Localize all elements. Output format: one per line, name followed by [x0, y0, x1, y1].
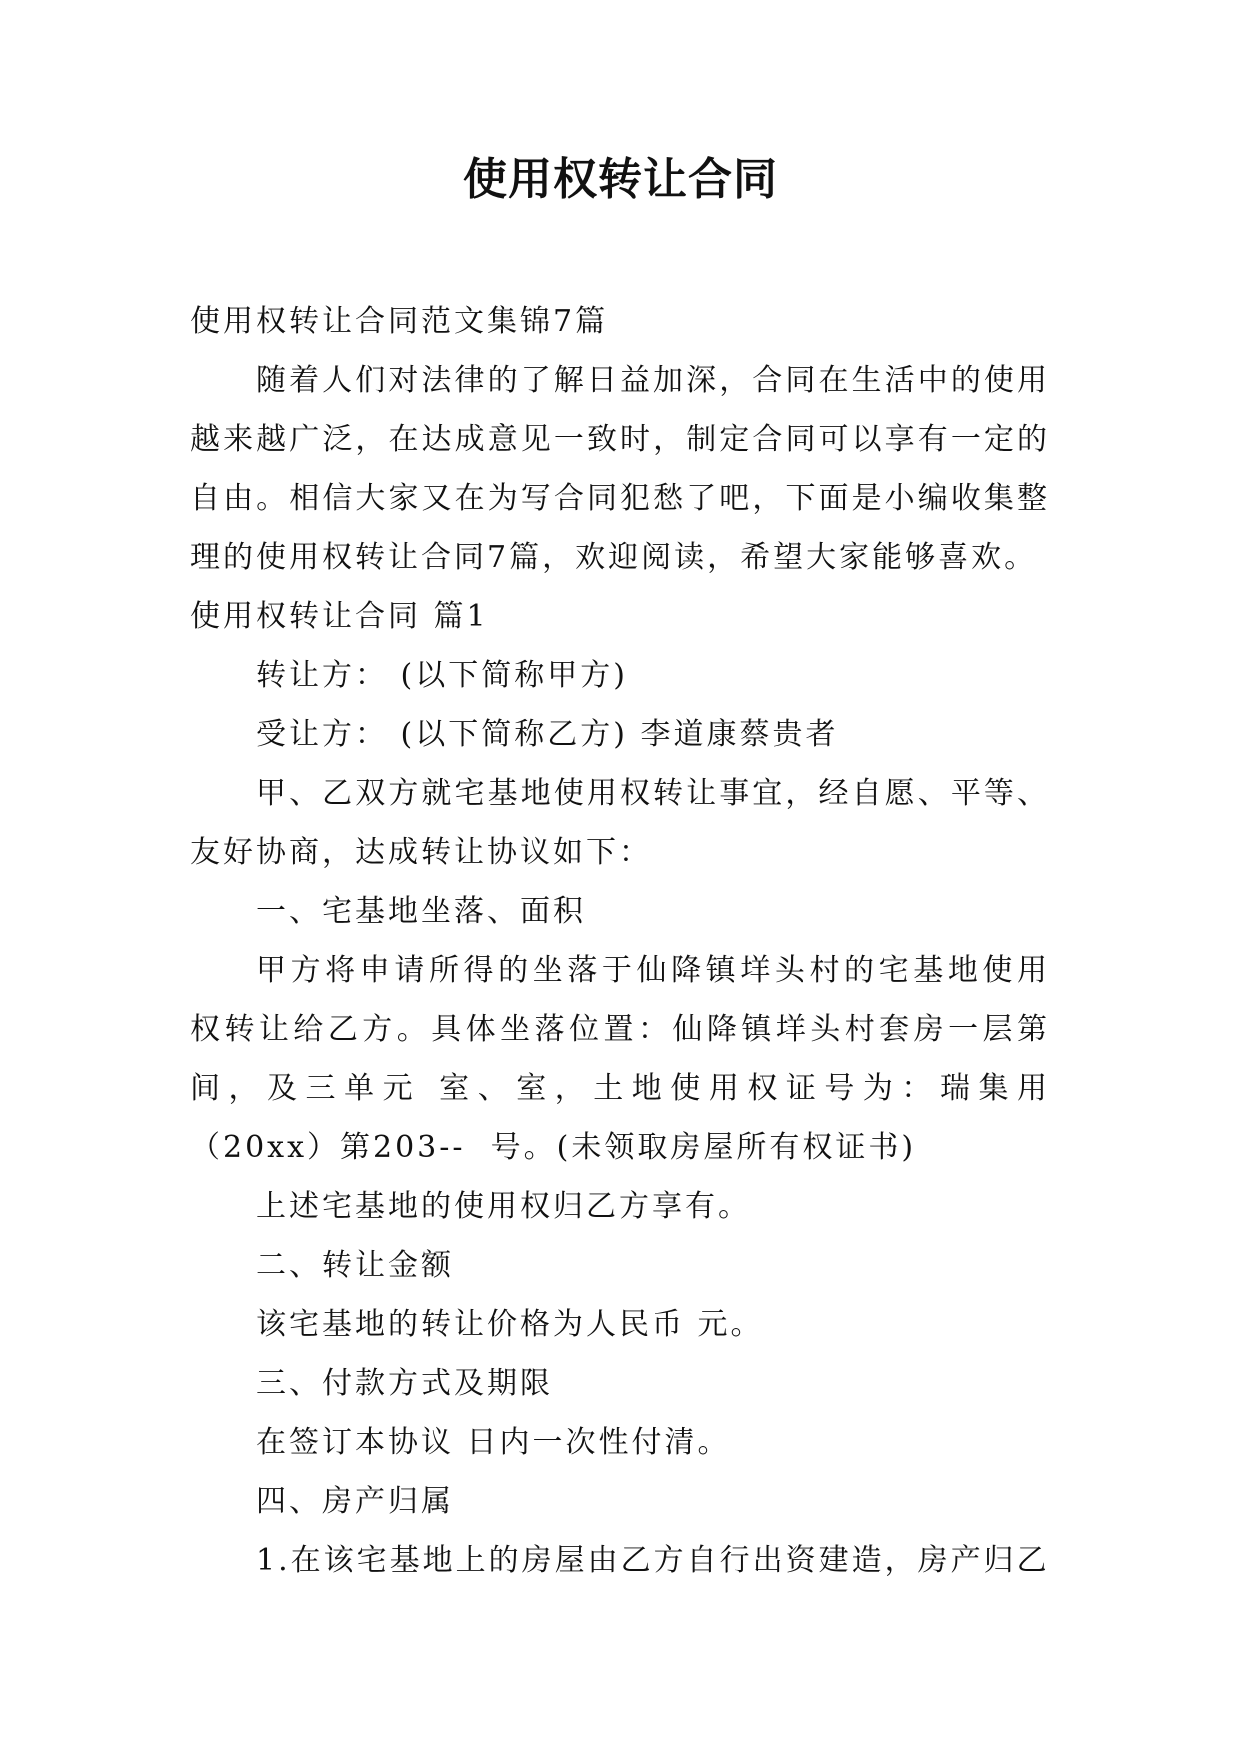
document-title: 使用权转让合同	[463, 154, 778, 205]
document-subtitle: 使用权转让合同范文集锦7篇	[190, 304, 609, 339]
paragraph-line: 受让方： (以下简称乙方) 李道康蔡贵者	[256, 717, 839, 752]
paragraph-line: 权转让给乙方。具体坐落位置：仙降镇垟头村套房一层第	[190, 1012, 1050, 1047]
paragraph-line: 在签订本协议 日内一次性付清。	[256, 1425, 731, 1460]
clause-heading: 一、宅基地坐落、面积	[256, 894, 586, 929]
paragraph-line: 上述宅基地的使用权归乙方享有。	[256, 1189, 751, 1224]
paragraph-line: 越来越广泛，在达成意见一致时，制定合同可以享有一定的	[190, 422, 1050, 457]
paragraph-line: 理的使用权转让合同7篇，欢迎阅读，希望大家能够喜欢。	[190, 540, 1038, 575]
paragraph-line: 随着人们对法律的了解日益加深，合同在生活中的使用	[256, 363, 1050, 398]
paragraph-line: 自由。相信大家又在为写合同犯愁了吧，下面是小编收集整	[190, 481, 1050, 516]
paragraph-line: 间，及三单元 室、室，土地使用权证号为：瑞集用	[190, 1071, 1050, 1106]
clause-heading: 四、房产归属	[256, 1484, 454, 1519]
paragraph-line: 友好协商，达成转让协议如下：	[190, 835, 652, 870]
paragraph-line: 该宅基地的转让价格为人民币 元。	[256, 1307, 764, 1342]
paragraph-line: 转让方： (以下简称甲方)	[256, 658, 628, 693]
paragraph-line: 甲、乙双方就宅基地使用权转让事宜，经自愿、平等、	[256, 776, 1050, 811]
paragraph-line: （20xx）第203-- 号。(未领取房屋所有权证书)	[190, 1130, 917, 1165]
clause-heading: 三、付款方式及期限	[256, 1366, 553, 1401]
section-heading: 使用权转让合同 篇1	[190, 599, 489, 634]
document-body	[190, 292, 1050, 1590]
paragraph-line: 甲方将申请所得的坐落于仙降镇垟头村的宅基地使用	[256, 953, 1050, 988]
clause-heading: 二、转让金额	[256, 1248, 454, 1283]
paragraph-line: 1.在该宅基地上的房屋由乙方自行出资建造，房产归乙	[256, 1543, 1050, 1578]
